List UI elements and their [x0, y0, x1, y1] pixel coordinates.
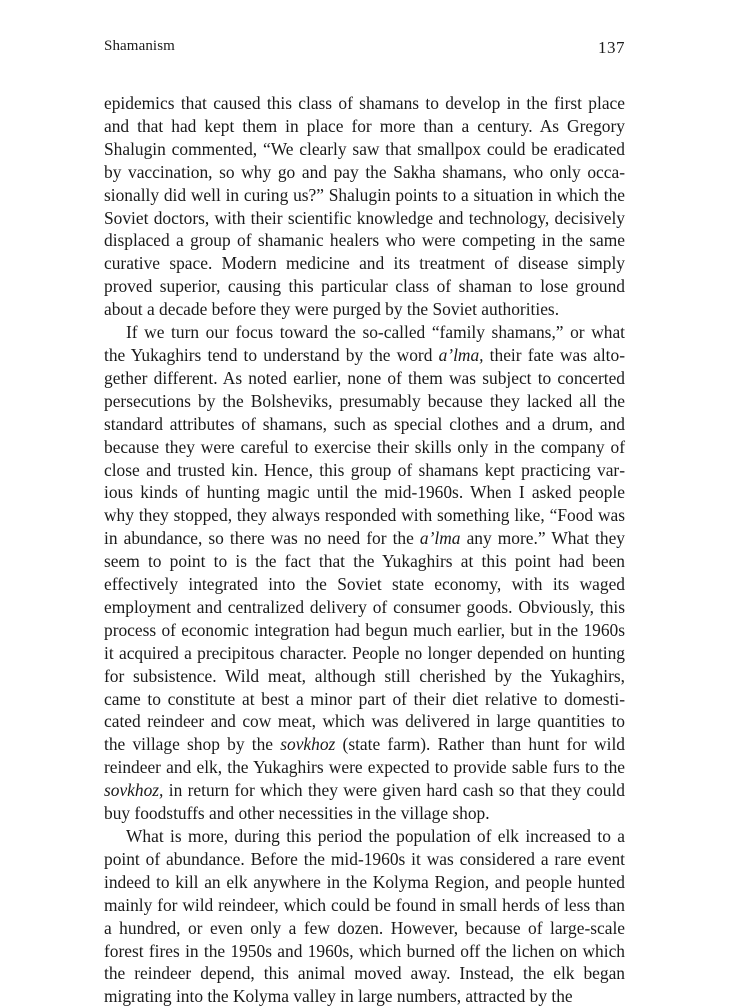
italic-term: a’lma	[419, 528, 461, 549]
paragraph	[104, 321, 625, 825]
text-run: in return for which they were given hard cash so that they could buy foodstuffs and other necessities in the village shop.	[104, 780, 625, 824]
text-run: their fate was altogether different. As noted earlier, none of them was subject to concerted persecutions by the Bolsheviks, presumably because they lacked all the standard attributes of shamans, such as special clothes and a drum, and because they were careful to exercise their skills only in the company of close and trusted kin. Hence, this group of shamans kept practicing various kinds of hunting magic until the mid-1960s. When I asked people why they stopped, they always responded with something like, “Food was in abundance, so there was no need for the	[104, 344, 625, 549]
text-run: epidemics that caused this class of shamans to develop in the first place and that had kept them in place for more than a century. As Gregory Shalugin commented, “We clearly saw that smallpox could be eradicated by vaccination, so why go and pay the Sakha shamans, who only occasionally did well in curing us?” Shalugin points to a situation in which the Soviet doctors, with their scientific knowledge and technology, decisively displaced a group of shamanic healers who were competing in the same curative space. Modern medicine and its treatment of disease simply proved superior, causing this particular class of shaman to lose ground about a decade before they were purged by the Soviet authorities.	[104, 93, 625, 320]
running-head-title: Shamanism	[104, 38, 175, 54]
body-text	[104, 92, 625, 1008]
text-run: any more.” What they seem to point to is the fact that the Yukaghirs at this point had been effectively integrated into the Soviet state economy, with its waged employment and centralized delivery of consumer goods. Obviously, this process of economic integration had begun much earlier, but in the 1960s it acquired a precipitous character. People no longer depended on hunting for subsistence. Wild meat, although still cherished by the Yukaghirs, came to constitute at best a minor part of their diet relative to domesticated reindeer and cow meat, which was delivered in large quantities to the village shop by the	[104, 528, 625, 755]
paragraph	[104, 92, 625, 321]
text-run: (state farm). Rather than hunt for wild reindeer and elk, the Yukaghirs were expected to provide sable furs to the	[104, 734, 625, 778]
text-run: If we turn our focus toward the so-called “family shamans,” or what the Yukaghirs tend to understand by the word	[104, 322, 625, 365]
text-run: What is more, during this period the population of elk increased to a point of abundance. Before the mid-1960s it was considered a rare event indeed to kill an elk anywhere in the Kolyma Region, and people hunted mainly for wild reindeer, which could be found in small herds of less than a hundred, or even only a few dozen. However, because of large-scale forest fires in the 1950s and 1960s, which burned off the lichen on which the reindeer depend, this animal moved away. Instead, the elk began migrating into the Kolyma valley in large numbers, attracted by the	[104, 826, 625, 1007]
italic-term: sovkhoz,	[104, 780, 164, 801]
running-head	[104, 38, 625, 62]
page-number: 137	[598, 38, 625, 57]
paragraph	[104, 825, 625, 1008]
italic-term: sovkhoz	[280, 734, 336, 755]
italic-term: a’lma,	[438, 344, 484, 365]
